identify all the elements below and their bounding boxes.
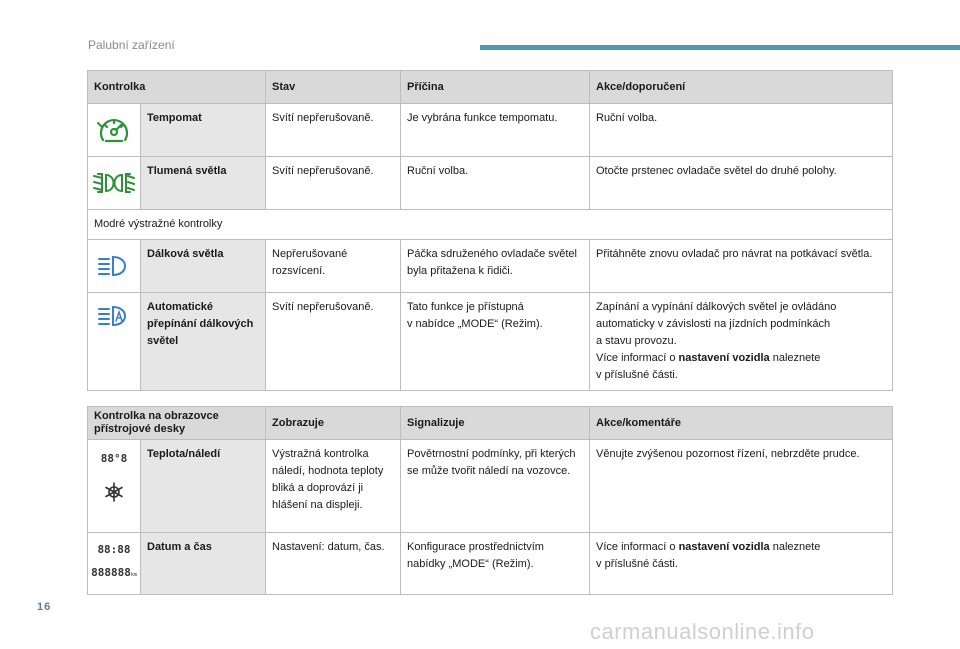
column-header-display-light: Kontrolka na obrazovce přístrojové desky [88,407,266,440]
table-row [88,240,893,293]
light-state: Nepřerušované rozsvícení. [266,240,401,293]
light-action: Zapínání a vypínání dálkových světel je ovládáno automaticky v závislosti na jízdních podmínkách a stavu provozu. Více informací o nastavení vozidla naleznete v příslušné části. [590,293,893,391]
indicator-name: Teplota/náledí [141,440,266,533]
odometer-display-icon: 888888km [91,566,137,579]
temperature-display-icon: 88°8 [100,452,128,465]
column-header-shows: Zobrazuje [266,407,401,440]
light-action: Přitáhněte znovu ovladač pro návrat na potkávací světla. [590,240,893,293]
light-name: Automatické přepínání dálkových světel [141,293,266,391]
section-label: Modré výstražné kontrolky [88,210,893,240]
indicator-action: Více informací o nastavení vozidla naleznete v příslušné části. [590,533,893,595]
light-cause: Páčka sdruženého ovladače světel byla přitažena k řidiči. [401,240,590,293]
column-header-light: Kontrolka [88,71,266,104]
light-name: Tempomat [141,104,266,157]
auto-main-beam-icon [88,293,141,391]
light-name: Dálková světla [141,240,266,293]
indicator-signals: Konfigurace prostřednictvím nabídky „MODE“ (Režim). [401,533,590,595]
table-row [88,157,893,210]
indicator-name: Datum a čas [141,533,266,595]
light-state: Svítí nepřerušovaně. [266,157,401,210]
cruise-control-icon [88,104,141,157]
light-name: Tlumená světla [141,157,266,210]
header-accent-bar [480,45,960,50]
clock-display-icon: 88:88 [97,543,131,556]
column-header-signals: Signalizuje [401,407,590,440]
table-row [88,533,893,595]
indicator-signals: Povětrnostní podmínky, při kterých se může tvořit náledí na vozovce. [401,440,590,533]
indicator-shows: Výstražná kontrolka náledí, hodnota teploty bliká a doprovází ji hlášení na displeji. [266,440,401,533]
light-cause: Ruční volba. [401,157,590,210]
indicator-shows: Nastavení: datum, čas. [266,533,401,595]
display-indicators-table [87,406,893,595]
table-row [88,293,893,391]
main-beam-icon [88,240,141,293]
table-row [88,104,893,157]
warning-lights-table [87,70,893,391]
snowflake-icon [103,481,125,503]
light-action: Ruční volba. [590,104,893,157]
light-action: Otočte prstenec ovladače světel do druhé polohy. [590,157,893,210]
watermark: carmanualsonline.info [590,619,815,644]
header-title: Palubní zařízení [88,38,175,52]
page-number: 16 [37,601,52,613]
light-state: Svítí nepřerušovaně. [266,293,401,391]
dipped-beam-icon [88,157,141,210]
column-header-cause: Příčina [401,71,590,104]
light-cause: Je vybrána funkce tempomatu. [401,104,590,157]
light-cause: Tato funkce je přístupná v nabídce „MODE“ (Režim). [401,293,590,391]
column-header-comments: Akce/komentáře [590,407,893,440]
table-row [88,440,893,533]
light-state: Svítí nepřerušovaně. [266,104,401,157]
column-header-state: Stav [266,71,401,104]
column-header-action: Akce/doporučení [590,71,893,104]
indicator-action: Věnujte zvýšenou pozornost řízení, nebrzděte prudce. [590,440,893,533]
